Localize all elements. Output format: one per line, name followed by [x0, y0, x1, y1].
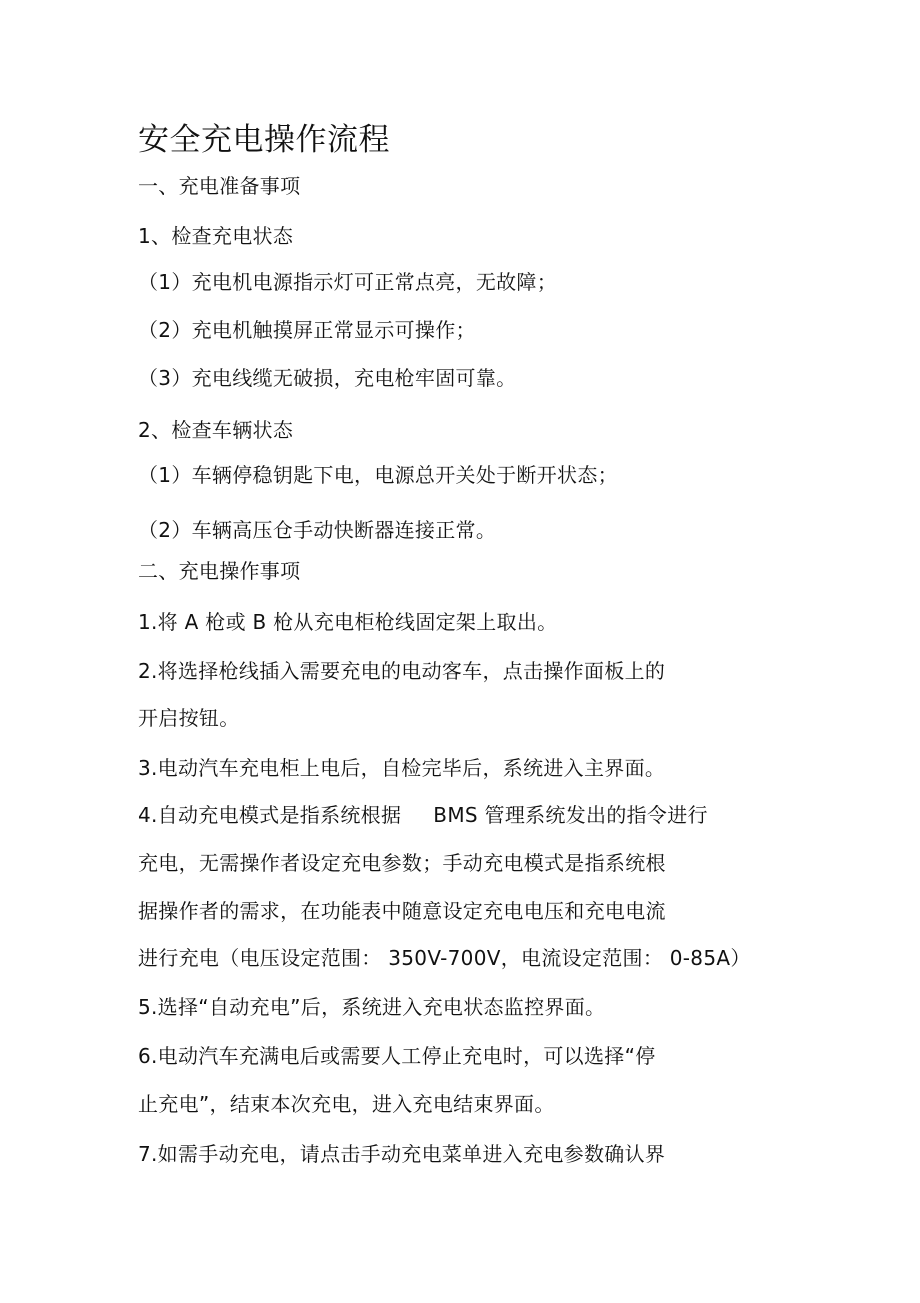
list-item: （1）充电机电源指示灯可正常点亮，无故障；: [138, 270, 558, 294]
step-1: 1.将 A 枪或 B 枪从充电柜枪线固定架上取出。: [138, 610, 558, 634]
step-7-line-1: 7.如需手动充电，请点击手动充电菜单进入充电参数确认界: [138, 1142, 666, 1166]
step-4-line-2: 充电，无需操作者设定充电参数；手动充电模式是指系统根: [138, 851, 666, 875]
section-heading-operation: 二、充电操作事项: [138, 559, 301, 583]
step-2-line-2: 开启按钮。: [138, 706, 240, 730]
step-2-line-1: 2.将选择枪线插入需要充电的电动客车，点击操作面板上的: [138, 659, 666, 683]
section-heading-preparation: 一、充电准备事项: [138, 174, 301, 198]
step-3: 3.电动汽车充电柜上电后，自检完毕后，系统进入主界面。: [138, 756, 666, 780]
document-title: 安全充电操作流程: [138, 122, 390, 158]
step-6-line-1: 6.电动汽车充满电后或需要人工停止充电时，可以选择“停: [138, 1044, 656, 1068]
step-4-line-3: 据操作者的需求，在功能表中随意设定充电电压和充电电流: [138, 899, 666, 923]
step-5: 5.选择“自动充电”后，系统进入充电状态监控界面。: [138, 995, 606, 1019]
step-4-line-4: 进行充电（电压设定范围： 350V-700V，电流设定范围： 0-85A）: [138, 946, 751, 970]
step-4-line-1: [138, 801, 708, 829]
list-item: （2）车辆高压仓手动快断器连接正常。: [138, 518, 497, 542]
list-item: （1）车辆停稳钥匙下电，电源总开关处于断开状态；: [138, 463, 618, 487]
subsection-heading-vehicle-status: 2、检查车辆状态: [138, 418, 294, 442]
list-item: （3）充电线缆无破损，充电枪牢固可靠。: [138, 366, 517, 390]
step-4-line-1-part-a: 4.自动充电模式是指系统根据: [138, 803, 402, 827]
step-4-line-1-part-b: BMS 管理系统发出的指令进行: [433, 803, 708, 827]
list-item: （2）充电机触摸屏正常显示可操作；: [138, 318, 476, 342]
subsection-heading-charger-status: 1、检查充电状态: [138, 224, 294, 248]
step-6-line-2: 止充电”，结束本次充电，进入充电结束界面。: [138, 1092, 555, 1116]
